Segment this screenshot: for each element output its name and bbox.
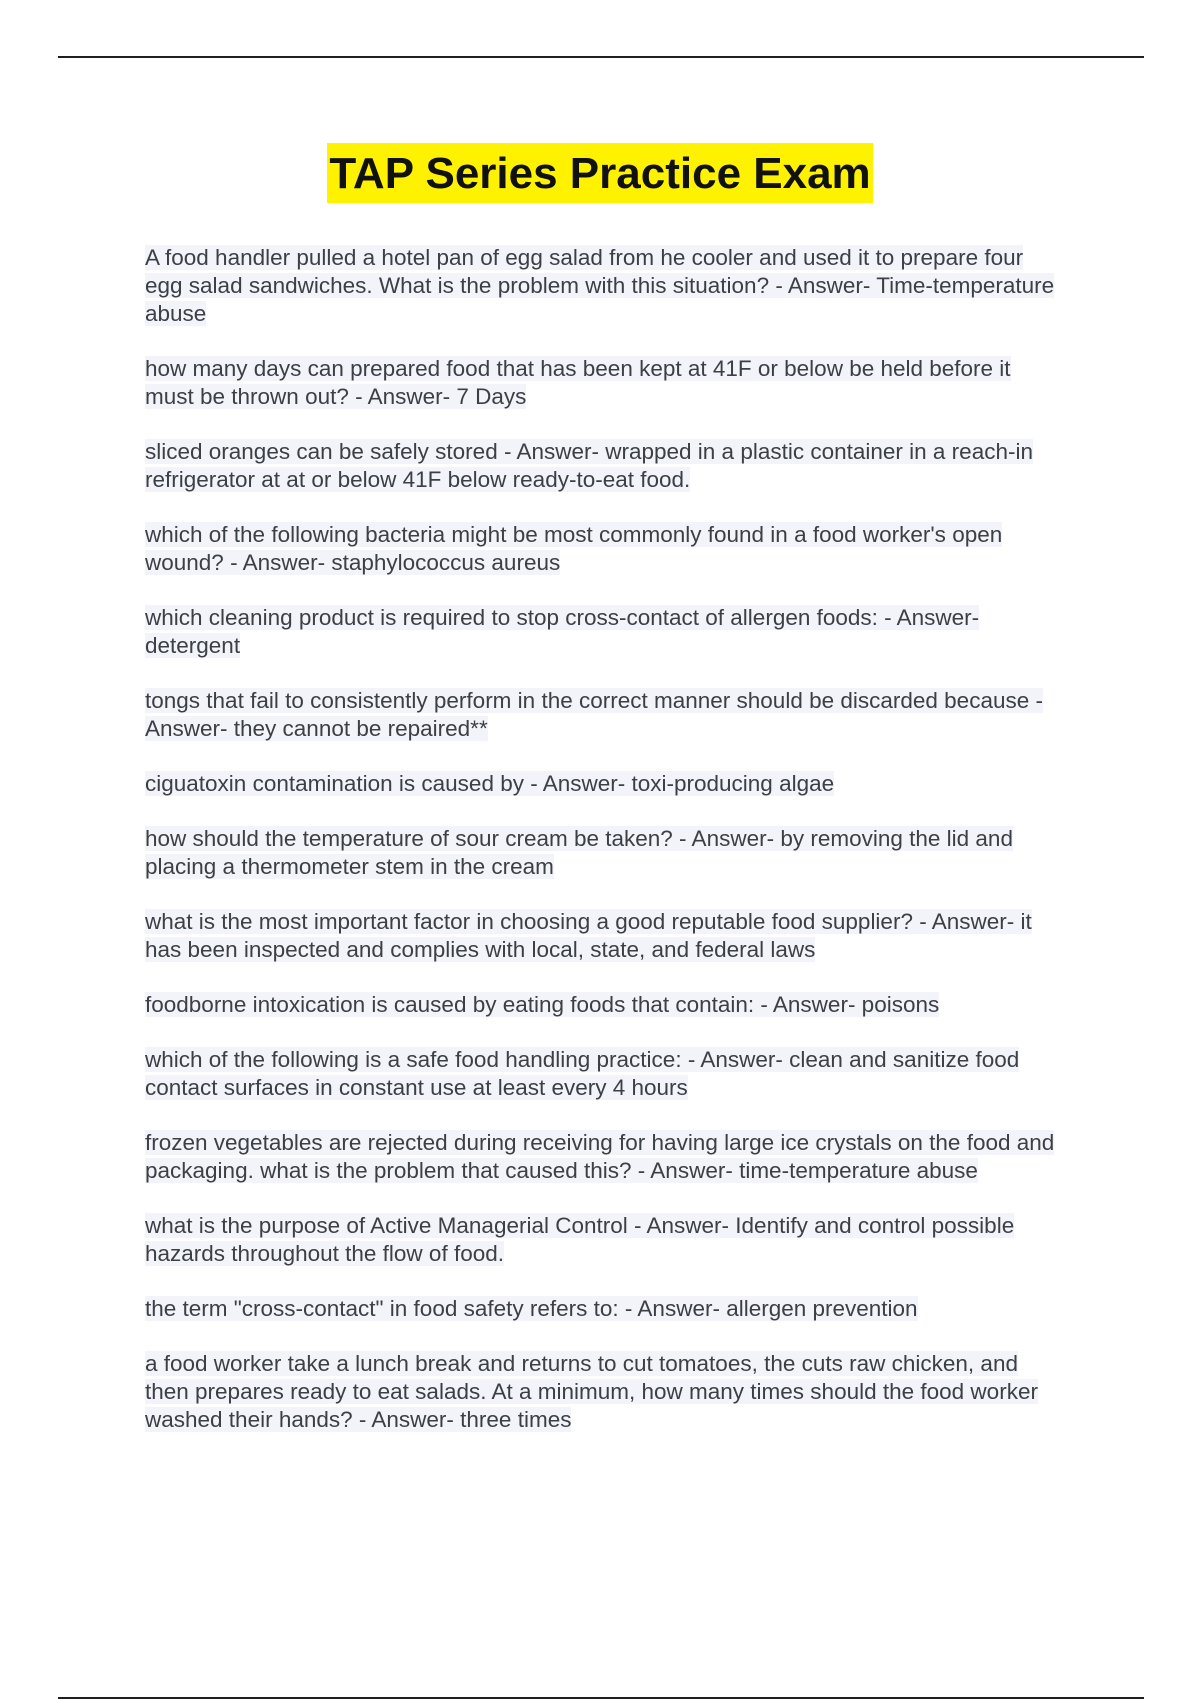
question-item: [145, 825, 1055, 881]
question-text: what is the most important factor in choosing a good reputable food supplier? - Answer- it has been inspected and complies with local, state, and federal laws: [145, 909, 1032, 962]
question-item: [145, 1350, 1055, 1434]
question-text: which cleaning product is required to stop cross-contact of allergen foods: - Answer- detergent: [145, 605, 980, 658]
question-text: tongs that fail to consistently perform in the correct manner should be discarded because - Answer- they cannot be repaired**: [145, 688, 1043, 741]
question-item: [145, 438, 1055, 494]
question-text: frozen vegetables are rejected during receiving for having large ice crystals on the food and packaging. what is the problem that caused this? - Answer- time-temperature abuse: [145, 1130, 1055, 1183]
question-item: [145, 1046, 1055, 1102]
question-item: [145, 908, 1055, 964]
question-text: how should the temperature of sour cream be taken? - Answer- by removing the lid and placing a thermometer stem in the cream: [145, 826, 1013, 879]
question-item: [145, 991, 1055, 1019]
question-item: [145, 604, 1055, 660]
question-text: a food worker take a lunch break and returns to cut tomatoes, the cuts raw chicken, and then prepares ready to eat salads. At a minimum, how many times should the food worker washed their hands? - Answer- three times: [145, 1351, 1038, 1432]
question-item: [145, 521, 1055, 577]
question-item: [145, 1129, 1055, 1185]
question-text: ciguatoxin contamination is caused by - Answer- toxi-producing algae: [145, 771, 835, 796]
question-text: which of the following bacteria might be most commonly found in a food worker's open wound? - Answer- staphylococcus aureus: [145, 522, 1003, 575]
bottom-divider: [58, 1697, 1144, 1699]
question-item: [145, 244, 1055, 328]
question-item: [145, 1295, 1055, 1323]
question-text: foodborne intoxication is caused by eating foods that contain: - Answer- poisons: [145, 992, 940, 1017]
top-divider: [58, 56, 1144, 58]
question-text: A food handler pulled a hotel pan of egg salad from he cooler and used it to prepare four egg salad sandwiches. What is the problem with this situation? - Answer- Time-temperature abuse: [145, 245, 1055, 326]
question-text: which of the following is a safe food handling practice: - Answer- clean and sanitize food contact surfaces in constant use at least every 4 hours: [145, 1047, 1020, 1100]
question-text: what is the purpose of Active Managerial Control - Answer- Identify and control possible hazards throughout the flow of food.: [145, 1213, 1015, 1266]
question-item: [145, 355, 1055, 411]
question-item: [145, 687, 1055, 743]
question-item: [145, 770, 1055, 798]
question-item: [145, 1212, 1055, 1268]
question-text: how many days can prepared food that has been kept at 41F or below be held before it must be thrown out? - Answer- 7 Days: [145, 356, 1011, 409]
page-title: TAP Series Practice Exam: [327, 143, 872, 203]
question-list: [145, 244, 1055, 1461]
title-container: [0, 143, 1200, 203]
question-text: sliced oranges can be safely stored - Answer- wrapped in a plastic container in a reach-in refrigerator at at or below 41F below ready-to-eat food.: [145, 439, 1033, 492]
question-text: the term "cross-contact" in food safety refers to: - Answer- allergen prevention: [145, 1296, 918, 1321]
